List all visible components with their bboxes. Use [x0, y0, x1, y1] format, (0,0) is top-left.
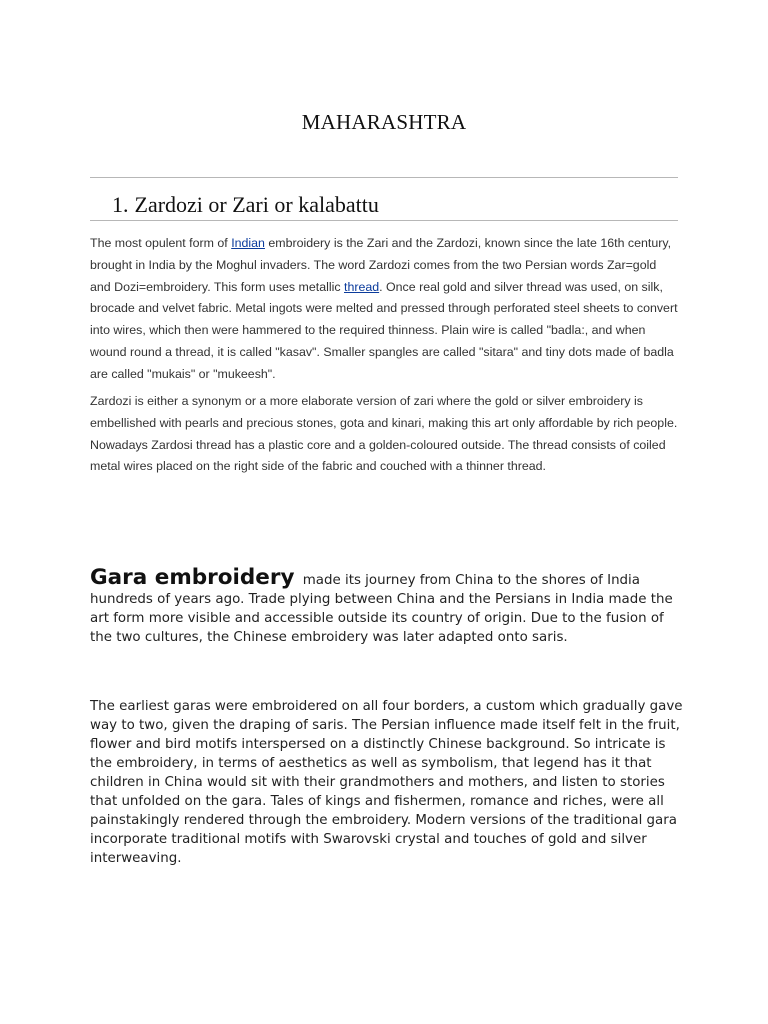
page-title: MAHARASHTRA — [301, 110, 467, 134]
gara-paragraph-2: The earliest garas were embroidered on all four borders, a custom which gradually gave way to two, given the draping of saris. The Persian influence made itself felt in the fruit, flower and bird motifs interspersed on a distinctly Chinese background. So intricate is the embroidery, in terms of aesthetics as well as symbolism, that legend has it that children in China would sit with their grandmothers and mothers, and listen to stories that unfolded on the gara. Tales of kings and fishermen, romance and riches, were all painstakingly rendered through the embroidery. Modern versions of the traditional gara incorporate traditional motifs with Swarovski crystal and touches of gold and silver interweaving. — [90, 699, 683, 866]
heading-rule-top — [90, 177, 678, 178]
section-title: Zardozi or Zari or kalabattu — [134, 192, 379, 217]
heading-rule-bottom — [90, 220, 678, 221]
section-heading — [112, 192, 379, 218]
gara-heading: Gara embroidery — [90, 565, 295, 590]
p1-text-middle: embroidery is the Zari and the Zardozi, known since the late 16th century, brought in India by the Moghul invaders. The word Zardozi comes from the two Persian words Zar=gold and Dozi=embroidery. This form uses metallic — [90, 236, 672, 294]
p1-text-end: . Once real gold and silver thread was used, on silk, brocade and velvet fabric. Metal ingots were melted and pressed through perforated steel sheets to convert into wires, which then were hammered to the required thinness. Plain wire is called "badla:, and when wound round a thread, it is called "kasav". Smaller spangles are called "sitara" and tiny dots made of badla are called "mukais" or "mukeesh". — [90, 279, 678, 381]
p1-text-start: The most opulent form of — [90, 236, 232, 250]
gara-paragraph-1 — [90, 565, 685, 647]
zardozi-paragraph-2: Zardozi is either a synonym or a more elaborate version of zari where the gold or silver embroidery is embellished with pearls and precious stones, gota and kinari, making this art only affordable by rich people. Nowadays Zardosi thread has a plastic core and a golden-coloured outside. The thread consists of coiled metal wires placed on the right side of the fabric and couched with a thinner thread. — [90, 394, 678, 474]
indian-link[interactable]: Indian — [231, 236, 265, 250]
thread-link[interactable]: thread — [344, 279, 380, 294]
gara-paragraph-1-text: made its journey from China to the shores of India hundreds of years ago. Trade plying between China and the Persians in India made the art form more visible and accessible outside its country of origin. Due to the fusion of the two cultures, the Chinese embroidery was later adapted onto saris. — [90, 573, 673, 645]
section-number: 1. — [112, 192, 129, 217]
zardozi-paragraph-1 — [90, 233, 678, 386]
